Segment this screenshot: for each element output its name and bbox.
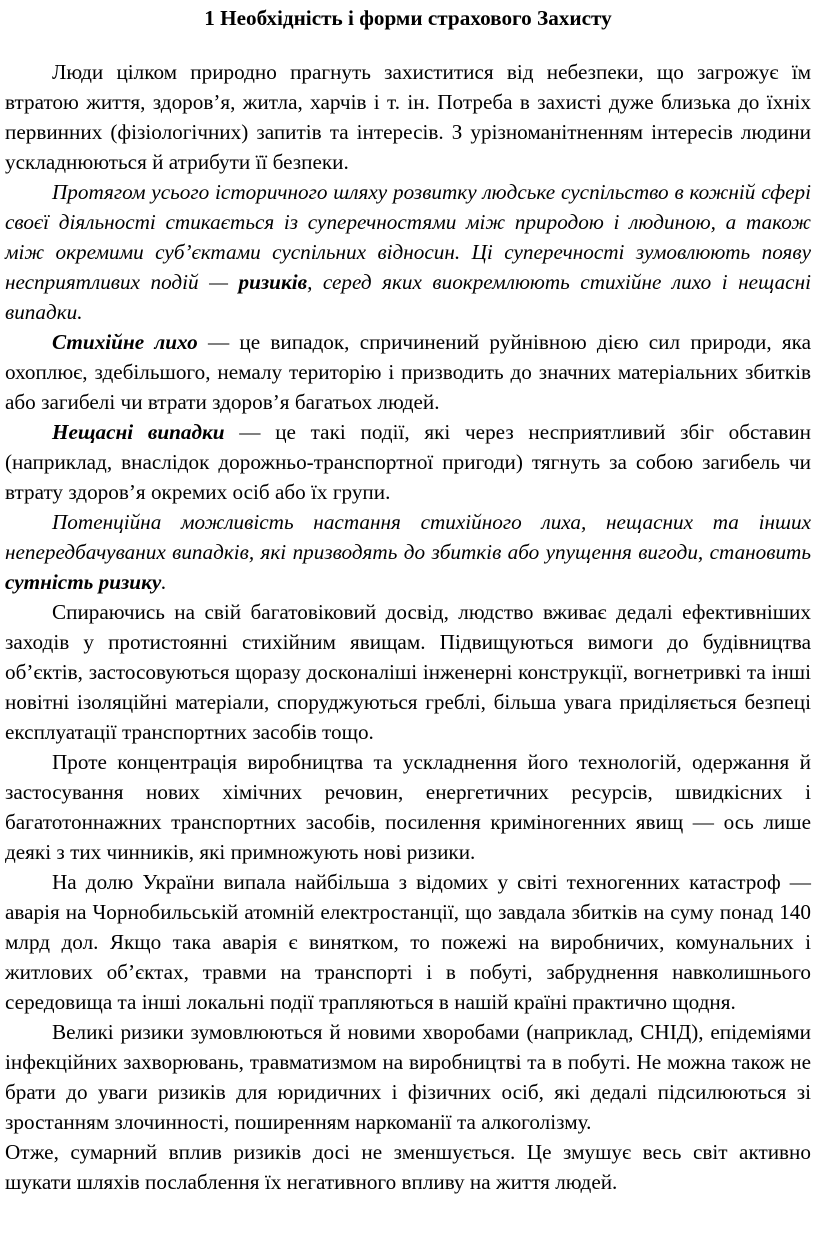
paragraph-text: Проте концентрація виробництва та ускладнення його технологій, одержання й застосування нових хімічних речовин, енергетичних ресурсів, швидкісних і багатотоннажних транспортних засобів, посилення криміногенних явищ — ось лише деякі з тих чинників, які примножують нові ризики.	[5, 750, 811, 864]
term-natural-disaster: Стихійне лихо	[52, 330, 198, 354]
term-accidents: Нещасні випадки	[52, 420, 225, 444]
term-risks: ризиків	[238, 270, 308, 294]
paragraph-essence-of-risk	[5, 507, 811, 597]
paragraph-accidents	[5, 417, 811, 507]
paragraph-text: , серед яких виокремлюють стихійне лихо і нещасні випадки.	[5, 270, 811, 324]
paragraph-text: .	[161, 570, 167, 594]
paragraph-text: Великі ризики зумовлюються й новими хворобами (наприклад, СНІД), епідеміями інфекційних захворювань, травматизмом на виробництві та в побуті. Не можна також не брати до уваги ризиків для юридичних і фізичних осіб, які дедалі підсилюються зі зростанням злочинності, поширенням наркоманії та алкоголізму.	[5, 1020, 811, 1134]
paragraph-text: Отже, сумарний вплив ризиків досі не зменшується. Це змушує весь світ активно шукати шляхів послаблення їх негативного впливу на життя людей.	[5, 1140, 811, 1194]
paragraph-conclusion	[5, 1137, 811, 1197]
paragraph-need-for-protection	[5, 57, 811, 177]
paragraph-concentration	[5, 747, 811, 867]
paragraph-ukraine-catastrophe	[5, 867, 811, 1017]
paragraph-text: Протягом усього історичного шляху розвитку людське суспільство в кожній сфері своєї діяльності стикається із суперечностями між природою і людиною, а також між окремими суб’єктами суспільних відносин. Ці суперечності зумовлюють появу несприятливих подій —	[5, 180, 811, 294]
paragraph-contradictions	[5, 177, 811, 327]
paragraph-text: На долю України випала найбільша з відомих у світі техногенних катастроф — аварія на Чорнобильській атомній електростанції, що завдала збитків на суму понад 140 млрд дол. Якщо така аварія є винятком, то пожежі на виробничих, комунальних і житлових об’єктах, травми на транспорті і в побуті, забруднення навколишнього середовища та інші локальні події трапляються в нашій країні практично щодня.	[5, 870, 811, 1014]
paragraph-text: — це такі події, які через несприятливий збіг обставин (наприклад, внаслідок дорожньо-транспортної пригоди) тягнуть за собою загибель чи втрату здоров’я окремих осіб або їх групи.	[5, 420, 811, 504]
page-title: 1 Необхідність і форми страхового Захисту	[204, 6, 612, 30]
paragraph-large-risks	[5, 1017, 811, 1137]
paragraph-text: Потенційна можливість настання стихійного лиха, нещасних та інших непередбачуваних випадків, які призводять до збитків або упущення вигоди, становить	[5, 510, 811, 564]
paragraph-text: Спираючись на свій багатовіковий досвід, людство вживає дедалі ефективніших заходів у протистоянні стихійним явищам. Підвищуються вимоги до будівництва об’єктів, застосовуються щоразу досконаліші інженерні конструкції, вогнетривкі та інші новітні ізоляційні матеріали, споруджуються греблі, більша увага приділяється безпеці експлуатації транспортних засобів тощо.	[5, 600, 811, 744]
paragraph-text: Люди цілком природно прагнуть захиститися від небезпеки, що загрожує їм втратою життя, здоров’я, житла, харчів і т. ін. Потреба в захисті дуже близька до їхніх первинних (фізіологічних) запитів та інтересів. З урізноманітненням інтересів людини ускладнюються й атрибути її безпеки.	[5, 60, 811, 174]
term-essence-of-risk: сутність ризику	[5, 570, 162, 594]
paragraph-natural-disaster	[5, 327, 811, 417]
paragraph-experience	[5, 597, 811, 747]
paragraph-text: — це випадок, спричинений руйнівною дією сил природи, яка охоплює, здебільшого, немалу територію і призводить до значних матеріальних збитків або загибелі чи втрати здоров’я багатьох людей.	[5, 330, 812, 414]
